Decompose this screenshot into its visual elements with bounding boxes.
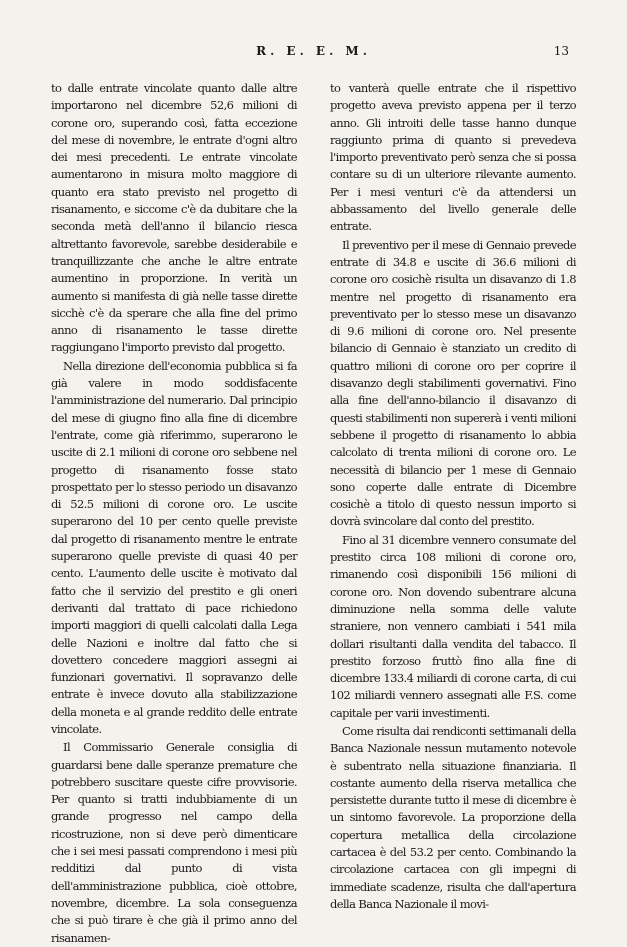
paragraph: Fino al 31 dicembre vennero consumate del prestito circa 108 milioni di corone oro, rimanendo così disponibili 156 milioni di corone oro. Non dovendo subentrare alcuna diminuzione nella somma delle valute straniere, non vennero cambiati i 541 mila dollari risultanti dalla vendita del tabacco. Il prestito forzoso fruttò fino alla fine di dicembre 133.4 miliardi di corone carta, di cui 102 miliardi vennero assegnati alle F.S. come capitale per varii investimenti.: [330, 532, 576, 720]
running-title: R. E. E. M.: [256, 44, 371, 58]
paragraph: to vanterà quelle entrate che il rispettivo progetto aveva previsto appena per il terzo anno. Gli introiti delle tasse hanno dunque raggiunto prima di quanto si prevedeva l'importo preventivato però senza che si possa contare su di un ulteriore rilevante aumento. Per i mesi venturi c'è da attendersi un abbassamento del livello generale delle entrate.: [330, 81, 576, 234]
right-column: [330, 80, 576, 913]
paragraph: to dalle entrate vincolate quanto dalle altre importarono nel dicembre 52,6 milioni di corone oro, superando così, fatta eccezione del mese di novembre, le entrate d'ogni altro dei mesi precedenti. Le entrate vincolate aumentarono in misura molto maggiore di quanto era stato previsto nel progetto di risanamento, e siccome c'è da dubitare che la seconda metà dell'anno il bilancio riesca altrettanto favorevole, sarebbe desiderabile e tranquillizzante che anche le altre entrate aumentino in proporzione. In verità un aumento si manifesta di già nelle tasse dirette sicchè c'è da sperare che alla fine del primo anno di risanamento le tasse dirette raggiungano l'importo previsto dal progetto.: [51, 81, 297, 355]
page-number: 13: [553, 44, 569, 58]
paragraph: Il Commissario Generale consiglia di guardarsi bene dalle speranze premature che potrebbero suscitare queste cifre provvisorie. Per quanto si tratti indubbiamente di un grande progresso nel campo della ricostruzione, non si deve però dimenticare che i sei mesi passati comprendono i mesi più redditizi dal punto di vista dell'amministrazione pubblica, cioè ottobre, novembre, dicembre. La sola conseguenza che si può tirare è che già il primo anno del risanamen-: [51, 740, 297, 945]
paragraph: Come risulta dai rendiconti settimanali della Banca Nazionale nessun mutamento notevole è subentrato nella situazione finanziaria. Il costante aumento della riserva metallica che persistette durante tutto il mese di dicembre è un sintomo favorevole. La proporzione della copertura metallica della circolazione cartacea è del 53.2 per cento. Combinando la circolazione cartacea con gli impegni di immediate scadenze, risulta che dall'apertura della Banca Nazionale il movi-: [330, 723, 576, 911]
left-column: [51, 80, 297, 947]
page-header: [0, 44, 627, 64]
paragraph: Il preventivo per il mese di Gennaio prevede entrate di 34.8 e uscite di 36.6 milioni di corone oro cosichè risulta un disavanzo di 1.8 mentre nel progetto di risanamento era preventivato per lo stesso mese un disavanzo di 9.6 milioni di corone oro. Nel presente bilancio di Gennaio è stanziato un credito di quattro milioni di corone oro per coprire il disavanzo degli stabilimenti governativi. Fino alla fine dell'anno-bilancio il disavanzo di questi stabilimenti non supererà i venti milioni sebbene il progetto di risanamento lo abbia calcolato di trenta milioni di corone oro. Le necessità di bilancio per 1 mese di Gennaio sono coperte dalle entrate di Dicembre cosichè a titolo di questo nessun importo si dovrà svincolare dal conto del prestito.: [330, 237, 576, 529]
paragraph: Nella direzione dell'economia pubblica si fa già valere in modo soddisfacente l'amministrazione del numerario. Dal principio del mese di giugno fino alla fine di dicembre l'entrate, come già riferimmo, superarono le uscite di 2.1 milioni di corone oro sebbene nel progetto di risanamento fosse stato prospettato per lo stesso periodo un disavanzo di 52.5 milioni di corone oro. Le uscite superarono del 10 per cento quelle previste dal progetto di risanamento mentre le entrate superarono quelle previste di quasi 40 per cento. L'aumento delle uscite è motivato dal fatto che il servizio del prestito e gli oneri derivanti dal trattato di pace richiedono importi maggiori di quelli calcolati dalla Lega delle Nazioni e inoltre dal fatto che si dovettero concedere maggiori assegni ai funzionari governativi. Il sopravanzo delle entrate è invece dovuto alla stabilizzazione della moneta e al grande reddito delle entrate vincolate.: [51, 358, 297, 736]
